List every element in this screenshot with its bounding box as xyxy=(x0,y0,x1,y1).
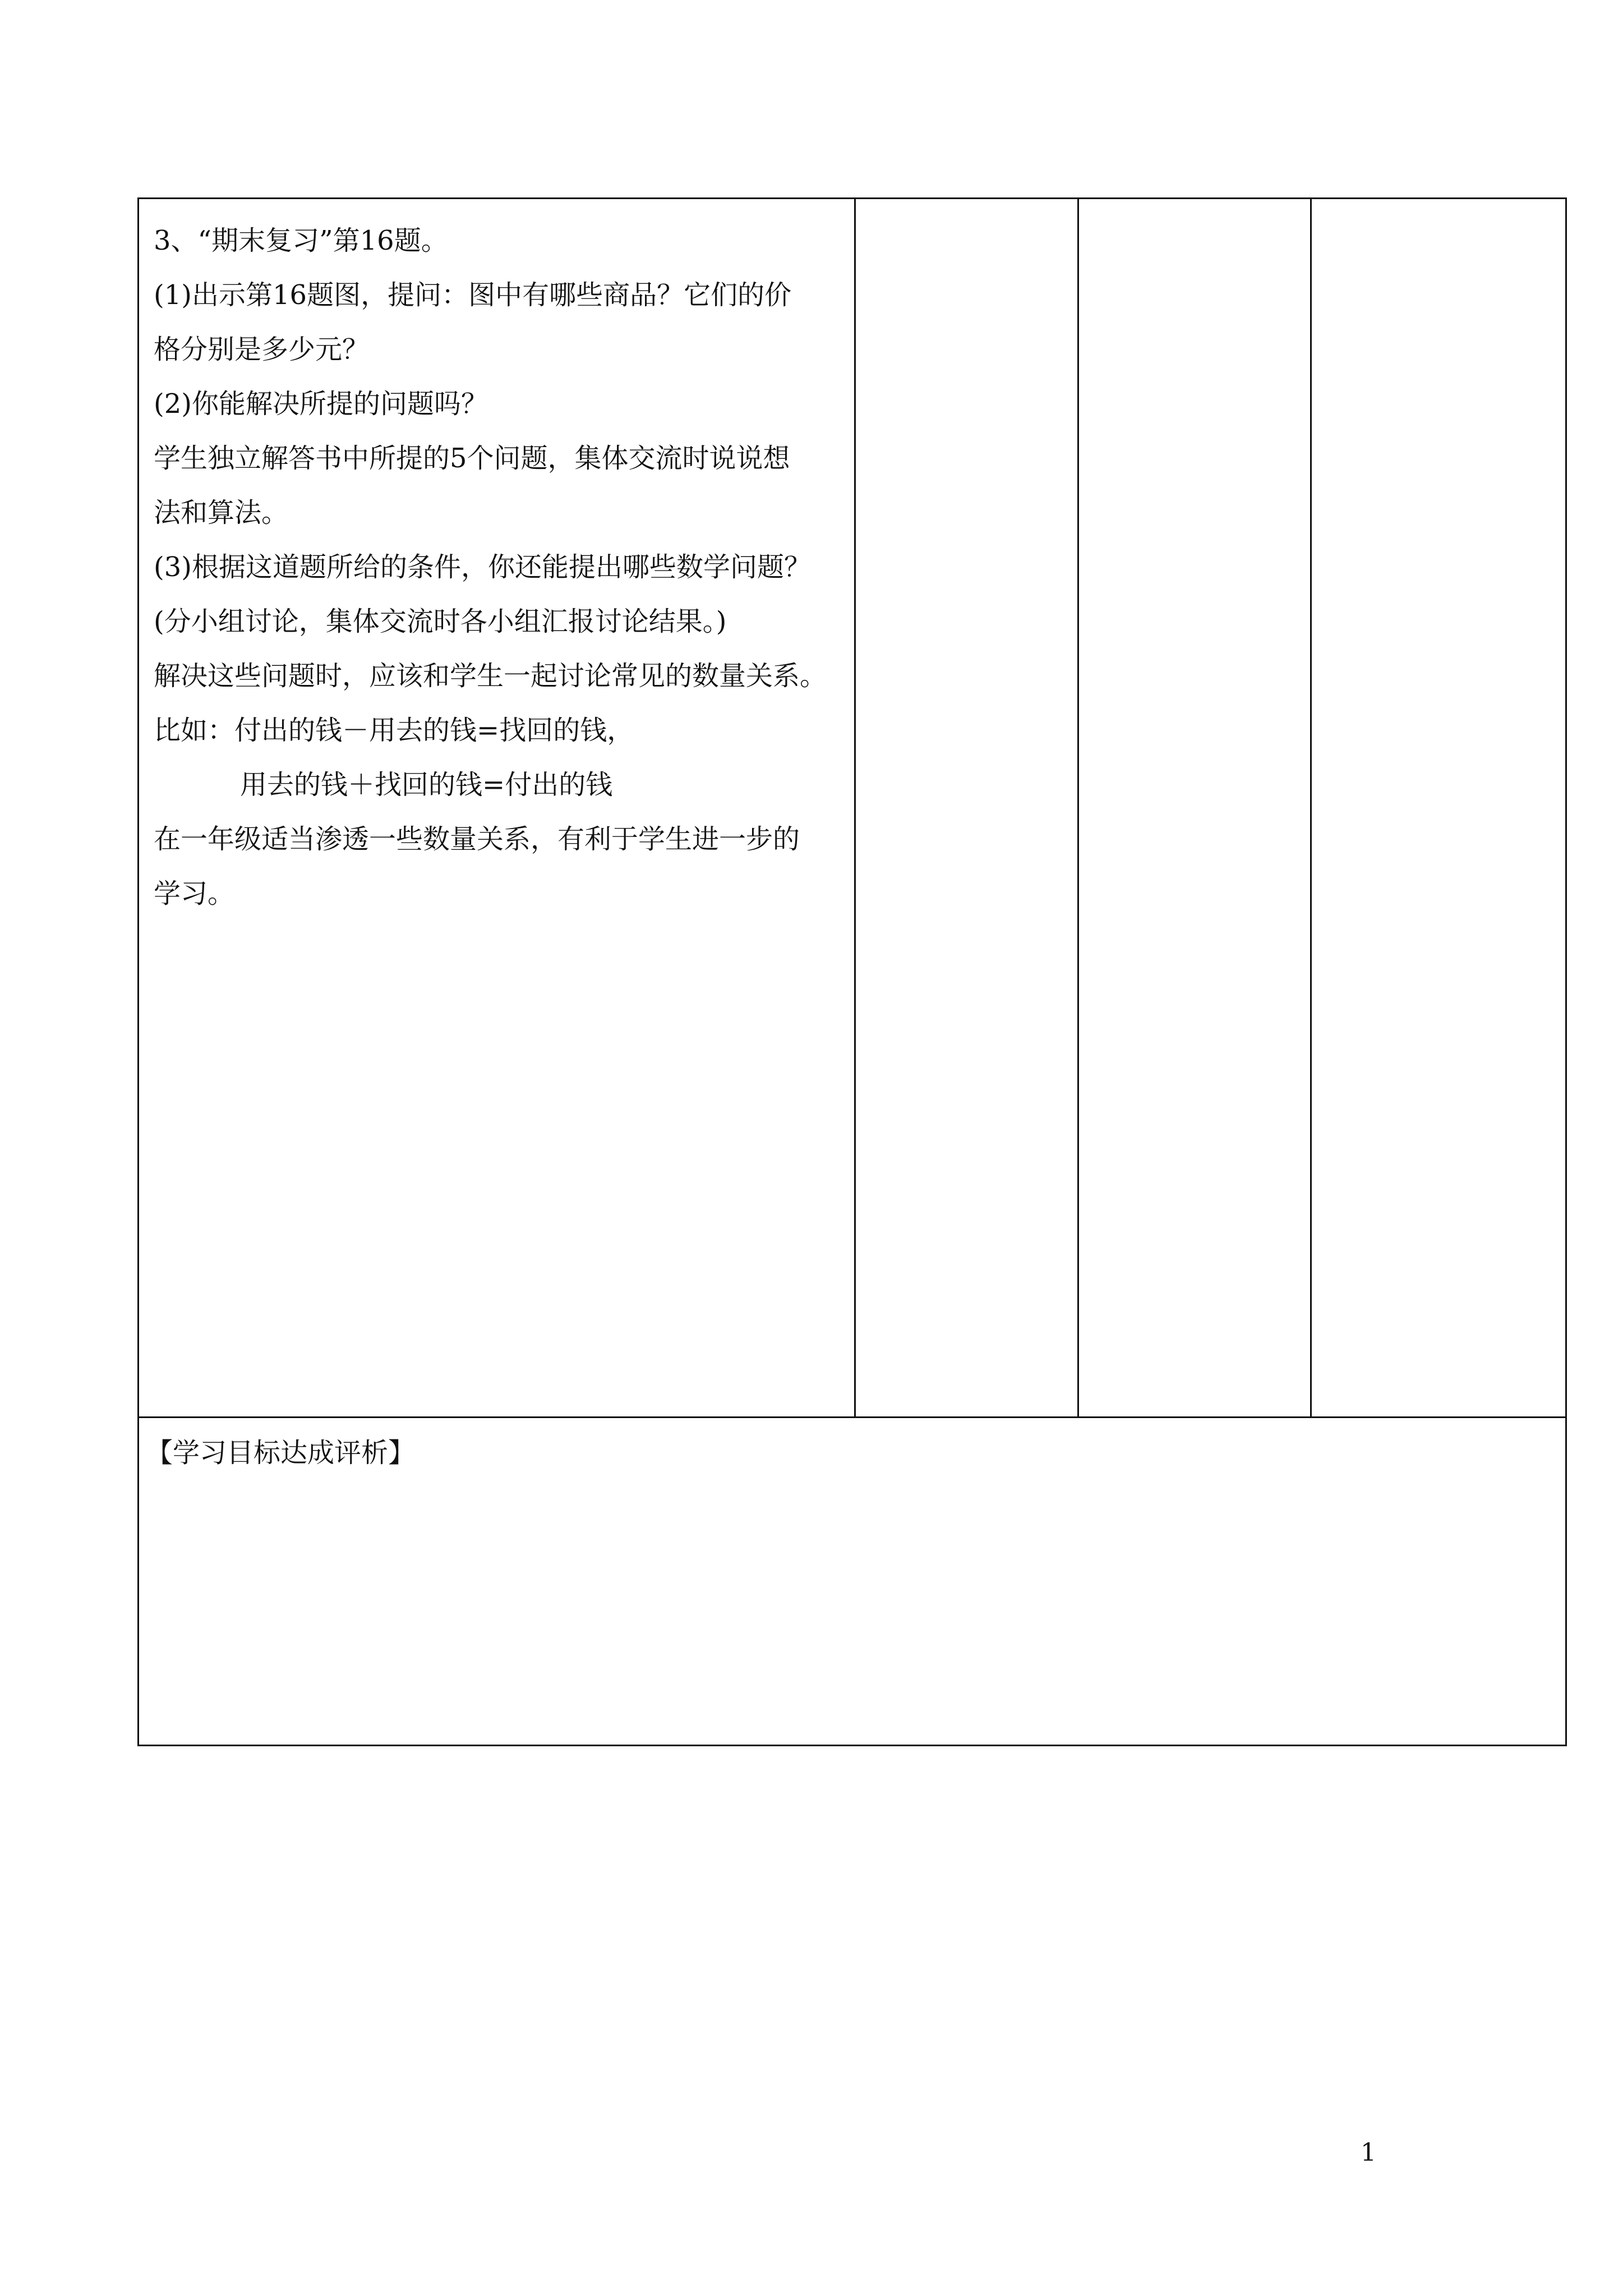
process-line: 格分别是多少元？ xyxy=(154,334,370,365)
process-line: 学习。 xyxy=(154,878,235,909)
process-line: 学生独立解答书中所提的5个问题，集体交流时说说想 xyxy=(154,443,790,474)
process-line: (2)你能解决所提的问题吗？ xyxy=(154,388,488,420)
process-line: 解决这些问题时，应该和学生一起讨论常见的数量关系。 xyxy=(154,660,827,692)
process-line: 用去的钱＋找回的钱=付出的钱 xyxy=(240,769,613,800)
teaching-process-cell xyxy=(139,199,855,1418)
empty-cell-column-4 xyxy=(1311,199,1566,1418)
process-line: 在一年级适当渗透一些数量关系，有利于学生进一步的 xyxy=(154,823,800,855)
empty-cell-column-2 xyxy=(855,199,1078,1418)
teaching-process-text xyxy=(139,199,854,921)
process-line: (3)根据这道题所给的条件，你还能提出哪些数学问题？ xyxy=(154,551,811,583)
empty-cell-column-3 xyxy=(1078,199,1311,1418)
evaluation-cell xyxy=(139,1418,1566,1746)
evaluation-heading: 【学习目标达成评析】 xyxy=(146,1437,416,1469)
process-line: 法和算法。 xyxy=(154,497,289,528)
evaluation-row xyxy=(139,1418,1566,1746)
process-line: 3、“期末复习”第16题。 xyxy=(154,225,448,256)
process-line: (分小组讨论，集体交流时各小组汇报讨论结果。) xyxy=(154,606,727,637)
process-line: (1)出示第16题图，提问：图中有哪些商品？它们的价 xyxy=(154,279,792,311)
activity-row xyxy=(139,199,1566,1418)
process-line: 比如：付出的钱－用去的钱=找回的钱， xyxy=(154,715,634,746)
page-number: 1 xyxy=(1361,2138,1376,2167)
lesson-plan-table xyxy=(137,197,1567,1746)
